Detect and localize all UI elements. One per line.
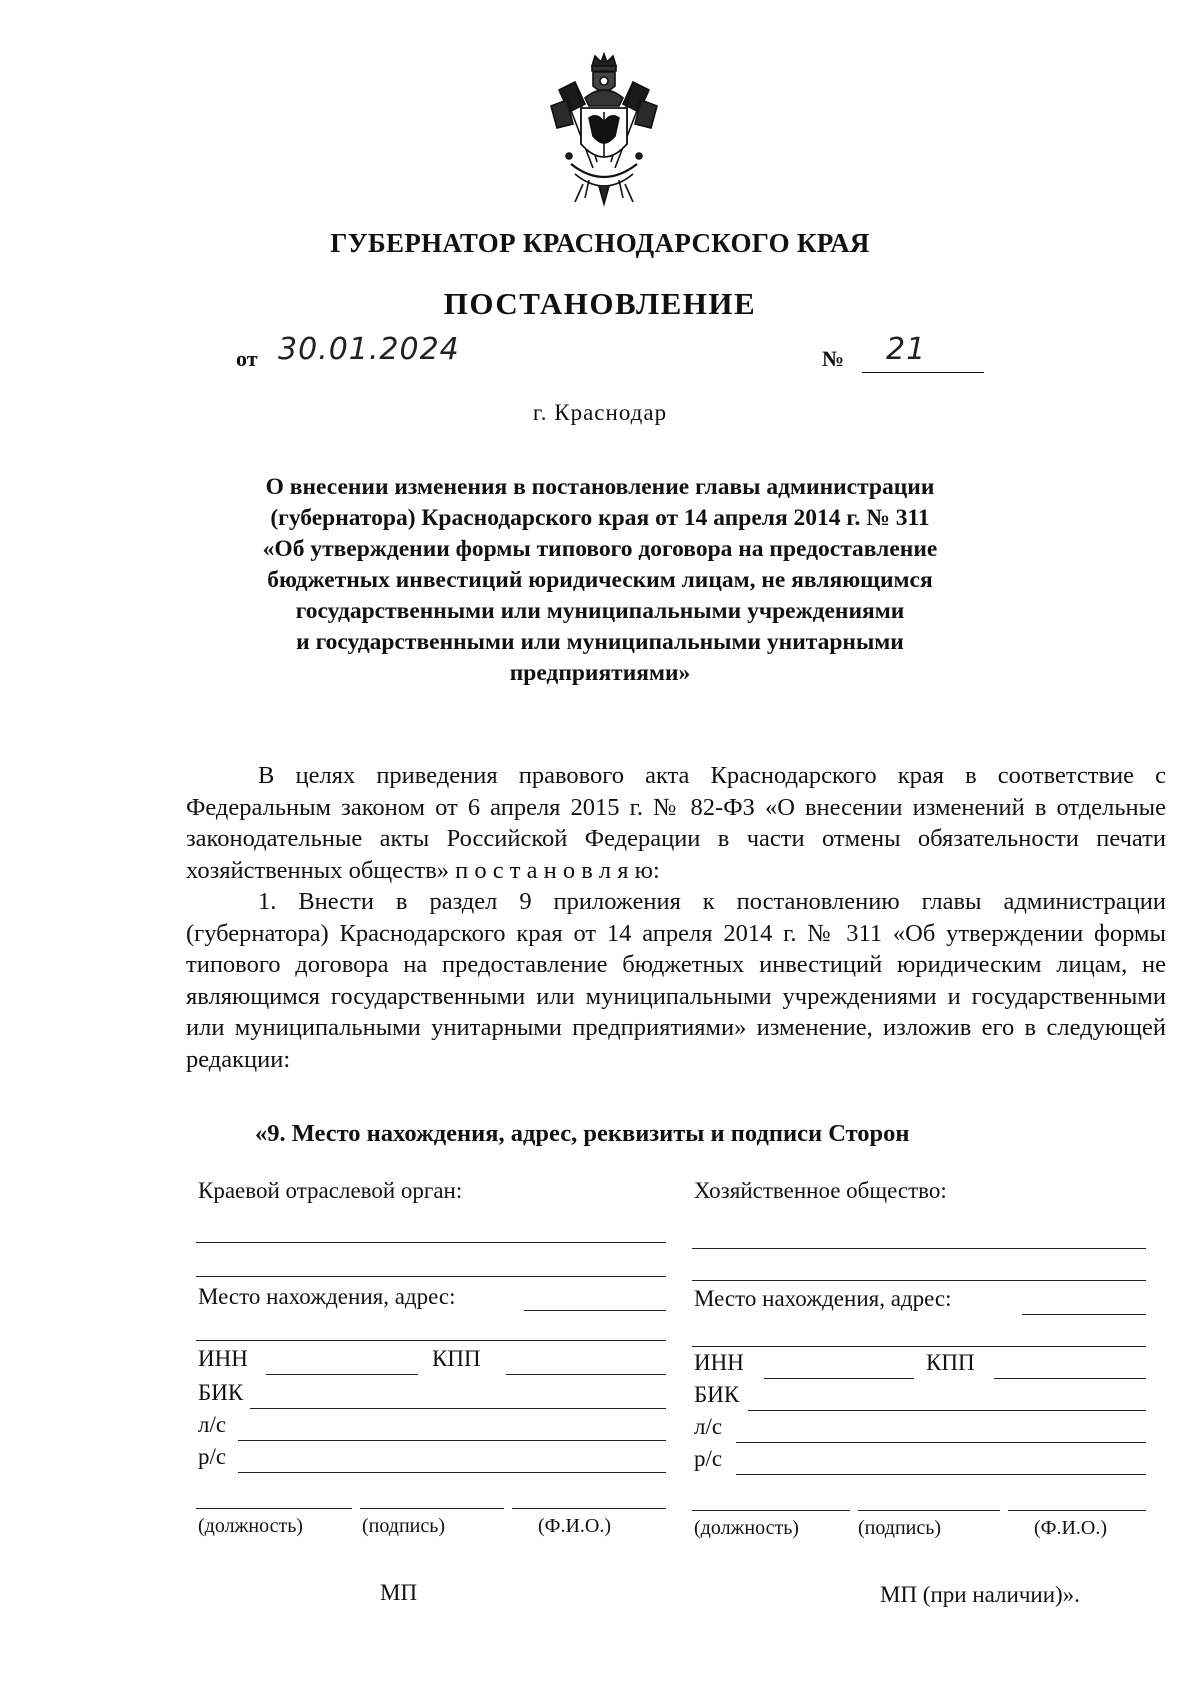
right-ls-label: л/с [694, 1414, 723, 1439]
left-inn-label: ИНН [198, 1346, 248, 1371]
right-fio-line [1008, 1510, 1146, 1511]
right-party-label: Хозяйственное общество: [694, 1178, 947, 1203]
resolves-word: п о с т а н о в л я ю: [455, 856, 660, 884]
right-kpp-line [994, 1378, 1146, 1379]
section-title: «9. Место нахождения, адрес, реквизиты и подписи Сторон [255, 1120, 910, 1147]
right-signature-line [858, 1510, 1000, 1511]
right-name-line-2 [692, 1280, 1146, 1281]
right-inn-line [764, 1378, 914, 1379]
item-1-paragraph: 1. Внести в раздел 9 приложения к постановлению главы администрации (губернатора) Краснодарского края от 14 апреля 2014 г. № 311 «Об утверждении формы типового договора на предоставление бюджетных инвестиций юридическим лицам, не являющимся государственными или муниципальными учреждениями и государственными или муниципальными унитарными предприятиями» изменение, изложив его в следующей редакции: [186, 888, 1166, 1073]
left-bik-label: БИК [198, 1380, 244, 1405]
right-bik-line [748, 1410, 1146, 1411]
authority-title: ГУБЕРНАТОР КРАСНОДАРСКОГО КРАЯ [330, 228, 870, 258]
title-line: О внесении изменения в постановление главы администрации [265, 474, 935, 500]
right-position-caption: (должность) [694, 1517, 799, 1539]
left-kpp-label: КПП [432, 1346, 481, 1371]
left-stamp-label: МП [380, 1580, 418, 1605]
preamble-text: В целях приведения правового акта Краснодарского края в соответствие с Федеральным законом от 6 апреля 2015 г. № 82-ФЗ «О внесении изменений в отдельные законодательные акты Российской Федерации в части отмены обязательности печати хозяйственных обществ» [186, 762, 1166, 884]
title-line: бюджетных инвестиций юридическим лицам, не являющимся [267, 567, 933, 593]
right-kpp-label: КПП [926, 1350, 975, 1375]
title-line: предприятиями» [509, 660, 691, 686]
number-prefix: № [822, 346, 845, 371]
number-value: 21 [886, 332, 927, 367]
left-fio-caption: (Ф.И.О.) [538, 1515, 612, 1537]
left-rs-label: р/с [198, 1444, 227, 1469]
right-ls-line [736, 1442, 1146, 1443]
left-ls-label: л/с [198, 1412, 227, 1437]
city: г. Краснодар [532, 400, 668, 425]
right-fio-caption: (Ф.И.О.) [1034, 1517, 1108, 1539]
right-address-label: Место нахождения, адрес: [694, 1286, 952, 1311]
right-address-line [1022, 1314, 1146, 1315]
left-party-label: Краевой отраслевой орган: [198, 1178, 463, 1203]
title-line: и государственными или муниципальными унитарными [296, 629, 904, 655]
right-inn-label: ИНН [694, 1350, 744, 1375]
title-line: «Об утверждении формы типового договора на предоставление [262, 536, 938, 562]
right-bik-label: БИК [694, 1382, 740, 1407]
left-address-label: Место нахождения, адрес: [198, 1284, 456, 1309]
document-type: ПОСТАНОВЛЕНИЕ [443, 286, 757, 321]
left-signature-caption: (подпись) [362, 1515, 446, 1537]
right-stamp-label: МП (при наличии)». [880, 1582, 1080, 1607]
right-signature-caption: (подпись) [858, 1517, 942, 1539]
date-value: 30.01.2024 [278, 332, 460, 367]
title-line: государственными или муниципальными учреждениями [295, 598, 905, 624]
right-position-line [692, 1510, 850, 1511]
right-rs-line [736, 1474, 1146, 1475]
right-rs-label: р/с [694, 1446, 723, 1471]
right-address-line-2 [692, 1346, 1146, 1347]
title-line: (губернатора) Краснодарского края от 14 апреля 2014 г. № 311 [270, 505, 930, 531]
right-name-line-1 [692, 1248, 1146, 1249]
left-position-caption: (должность) [198, 1515, 303, 1537]
date-prefix: от [236, 346, 258, 371]
